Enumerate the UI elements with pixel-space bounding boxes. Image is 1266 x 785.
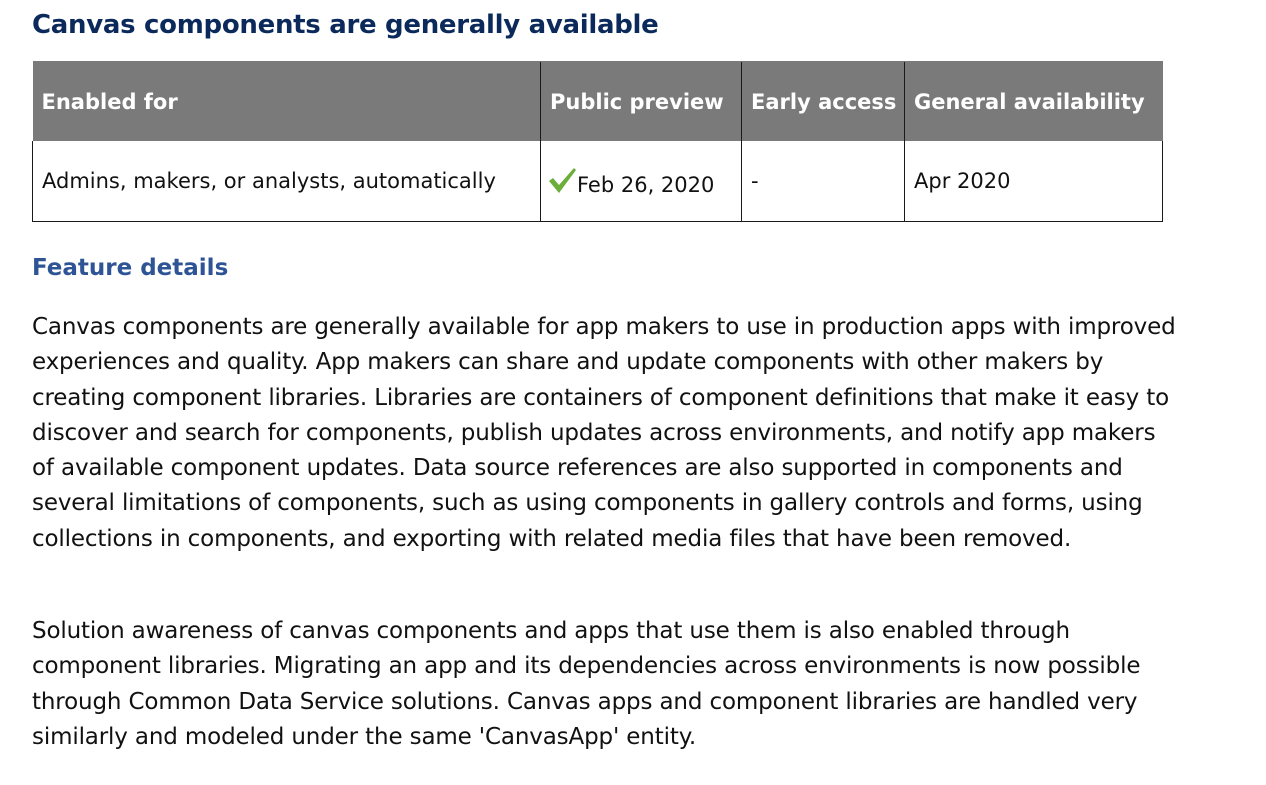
table-row: [33, 141, 1163, 222]
cell-early-access: -: [742, 141, 905, 222]
checkmark-icon: [547, 166, 577, 194]
column-header-general-availability: General availability: [905, 62, 1163, 142]
release-plan-table: [32, 61, 1163, 222]
table-header-row: [33, 62, 1163, 142]
cell-general-availability: Apr 2020: [905, 141, 1163, 222]
column-header-early-access: Early access: [742, 62, 905, 142]
cell-public-preview: [541, 141, 742, 222]
column-header-enabled-for: Enabled for: [33, 62, 541, 142]
feature-details-paragraph-1: Canvas components are generally available for app makers to use in production apps with improved experiences and quality. App makers can share and update components with other makers by creating component libraries. Libraries are containers of component definitions that make it easy to discover and search for components, publish updates across environments, and notify app makers of available component updates. Data source references are also supported in components and several limitations of components, such as using components in gallery controls and forms, using collections in components, and exporting with related media files that have been removed.: [32, 314, 1176, 552]
feature-details-heading: Feature details: [32, 255, 229, 281]
page-title: Canvas components are generally available: [32, 10, 659, 40]
column-header-public-preview: Public preview: [541, 62, 742, 142]
cell-enabled-for: Admins, makers, or analysts, automatically: [33, 141, 541, 222]
public-preview-date: Feb 26, 2020: [577, 172, 715, 197]
feature-details-paragraph-2: Solution awareness of canvas components and apps that use them is also enabled through component libraries. Migrating an app and its dependencies across environments is now possible through Common Data Service solutions. Canvas apps and component libraries are handled very similarly and modeled under the same 'CanvasApp' entity.: [32, 618, 1141, 750]
